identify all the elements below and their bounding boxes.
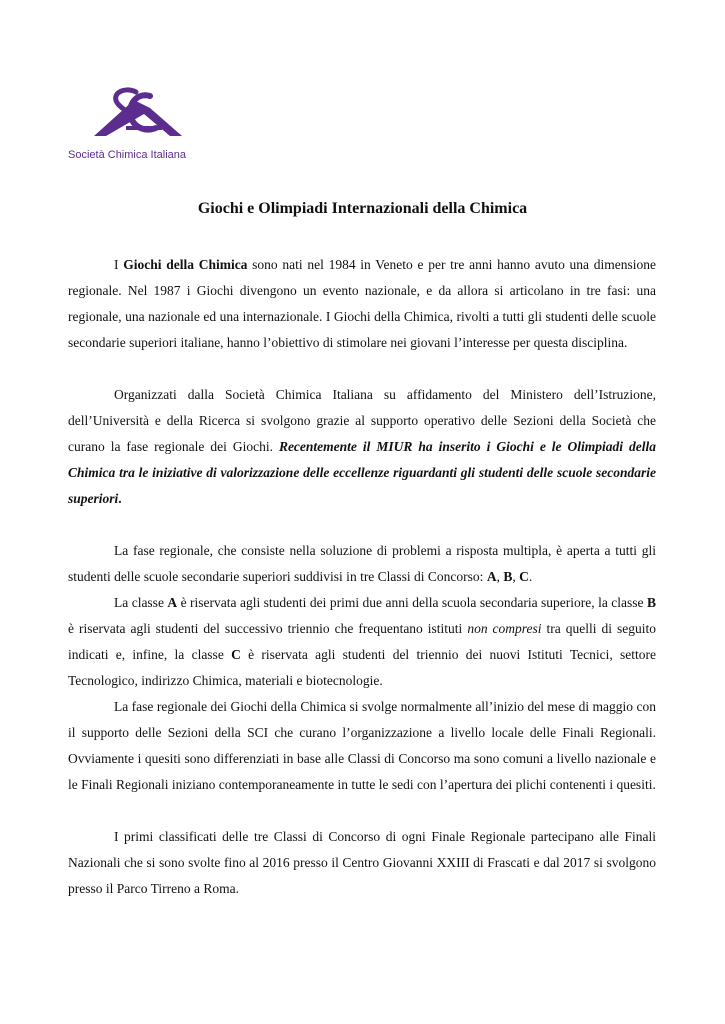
paragraph-2: Organizzati dalla Società Chimica Italiana su affidamento del Ministero dell’Istruzione, dell’Università e della Ricerca si svolgono grazie al supporto operativo delle Sezioni della Società che curano la fase regionale dei Giochi. Recentemente il MIUR ha inserito i Giochi e le Olimpiadi della Chimica tra le iniziative di valorizzazione delle eccellenze riguardanti gli studenti delle scuole secondarie superiori.	[68, 387, 656, 506]
paragraph-4: La classe A è riservata agli studenti dei primi due anni della scuola secondaria superiore, la classe B è riservata agli studenti del successivo triennio che frequentano istituti non compresi tra quelli di seguito indicati e, infine, la classe C è riservata agli studenti del triennio dei nuovi Istituti Tecnici, settore Tecnologico, indirizzo Chimica, materiali e biotecnologie.	[68, 595, 656, 688]
logo-text: Società Chimica Italiana	[68, 149, 187, 161]
paragraph-6: I primi classificati delle tre Classi di Concorso di ogni Finale Regionale partecipano alle Finali Nazionali che si sono svolte fino al 2016 presso il Centro Giovanni XXIII di Frascati e dal 2017 si svolgono presso il Parco Tirreno a Roma.	[68, 829, 656, 896]
paragraph-5: La fase regionale dei Giochi della Chimica si svolge normalmente all’inizio del mese di maggio con il supporto delle Sezioni della SCI che curano l’organizzazione a livello locale delle Finali Regionali. Ovviamente i quesiti sono differenziati in base alle Classi di Concorso ma sono comuni a livello nazionale e le Finali Regionali iniziano contemporaneamente in tutte le sedi con l’apertura dei plichi contenenti i quesiti.	[68, 699, 656, 792]
paragraph-1: I Giochi della Chimica sono nati nel 1984 in Veneto e per tre anni hanno avuto una dimensione regionale. Nel 1987 i Giochi divengono un evento nazionale, e da allora si articolano in tre fasi: una regionale, una nazionale ed una internazionale. I Giochi della Chimica, rivolti a tutti gli studenti delle scuole secondarie superiori italiane, hanno l’obiettivo di stimolare nei giovani l’interesse per questa disciplina.	[68, 257, 657, 350]
sci-logo	[66, 84, 208, 166]
page-title: Giochi e Olimpiadi Internazionali della Chimica	[197, 200, 528, 217]
sci-logo-icon	[66, 84, 208, 166]
paragraph-3: La fase regionale, che consiste nella soluzione di problemi a risposta multipla, è aperta a tutti gli studenti delle scuole secondarie superiori suddivisi in tre Classi di Concorso: A, B, C.	[68, 543, 656, 584]
document-body	[68, 252, 656, 902]
